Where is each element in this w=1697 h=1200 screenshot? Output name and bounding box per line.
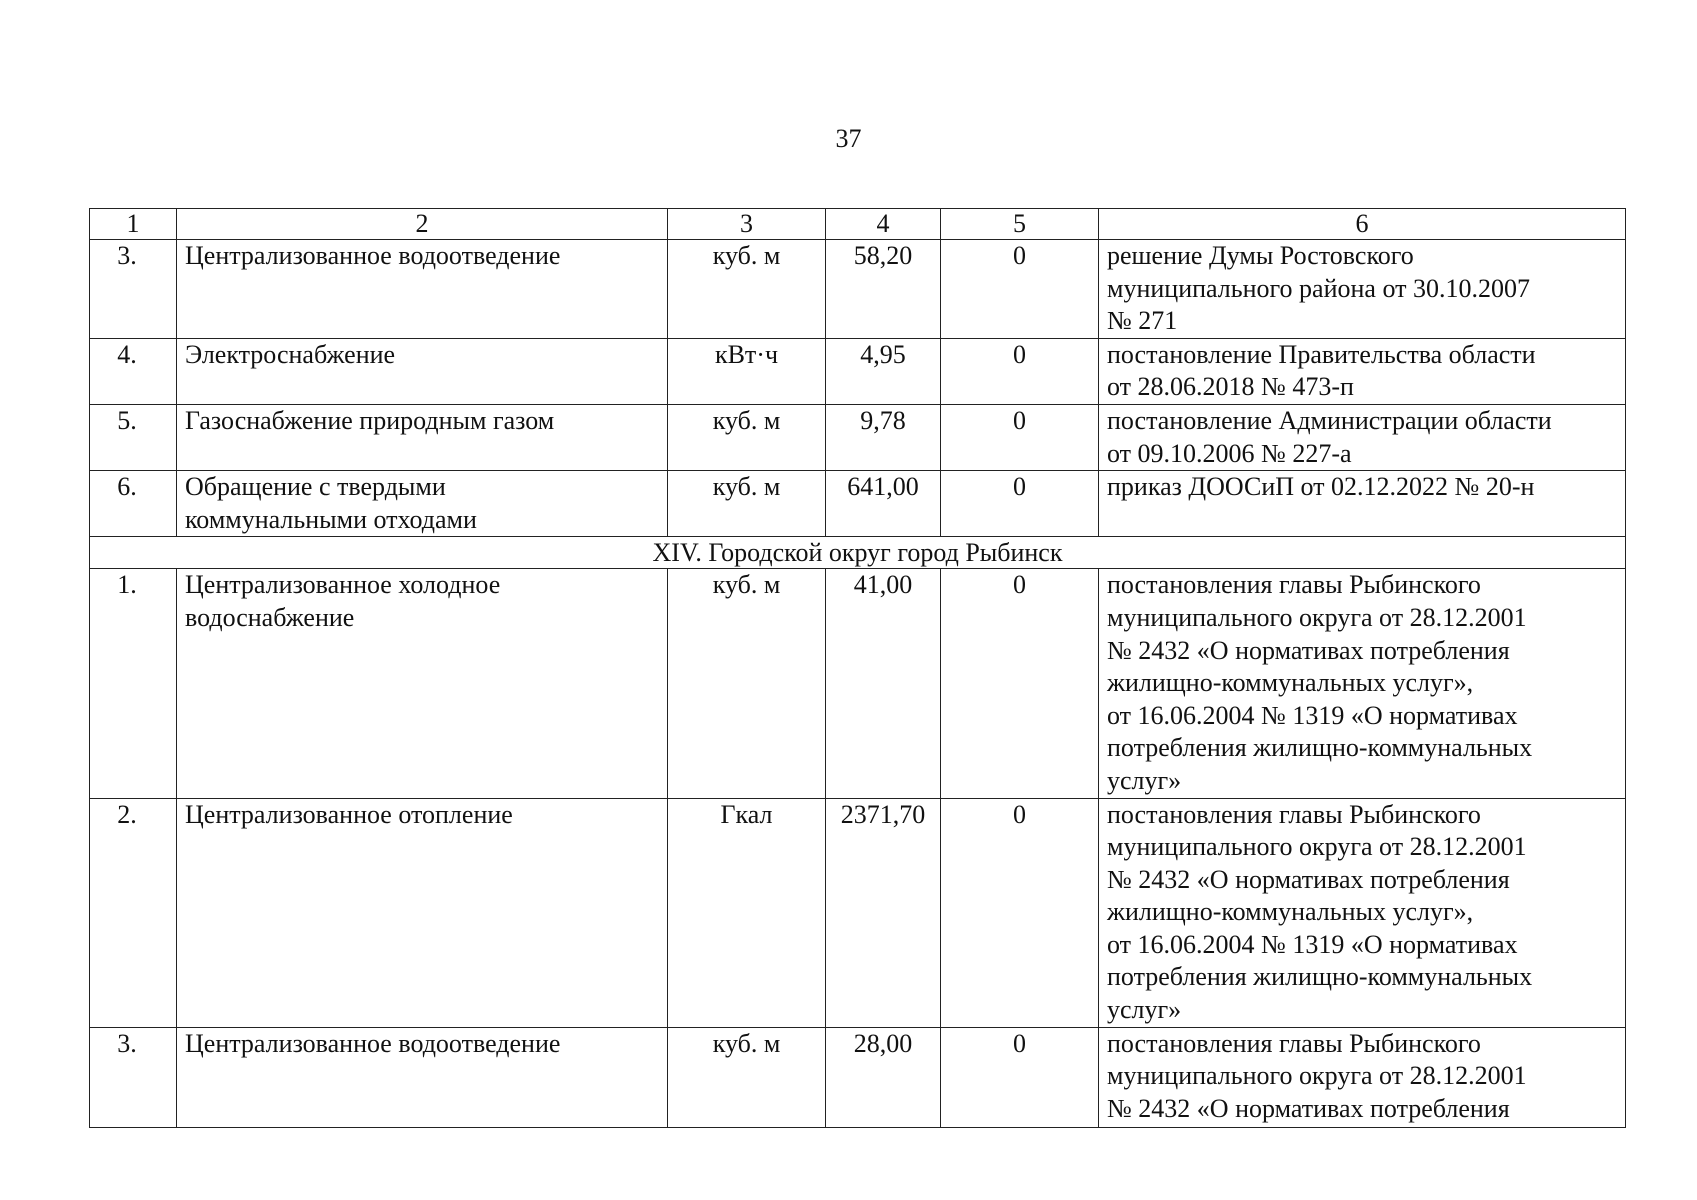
legal-basis-line: постановления главы Рыбинского — [1107, 570, 1481, 600]
legal-basis-line: постановление Администрации области — [1107, 405, 1552, 435]
table-row — [90, 240, 1626, 339]
row-number: 3. — [90, 240, 177, 339]
norm-value-cell: 4,95 — [826, 338, 941, 404]
table-row — [90, 338, 1626, 404]
table-row — [90, 1027, 1626, 1127]
service-name — [177, 338, 668, 404]
legal-basis-cell — [1099, 569, 1626, 798]
service-name-line: Централизованное холодное — [185, 570, 501, 600]
service-name-line: коммунальными отходами — [185, 504, 477, 534]
column-header: 4 — [826, 209, 941, 240]
table-row — [90, 569, 1626, 798]
legal-basis-line: № 2432 «О нормативах потребления — [1107, 1093, 1510, 1123]
legal-basis-line: муниципального округа от 28.12.2001 — [1107, 602, 1527, 632]
legal-basis-line: от 16.06.2004 № 1319 «О нормативах — [1107, 929, 1518, 959]
legal-basis-cell — [1099, 1027, 1626, 1127]
legal-basis-line: потребления жилищно-коммунальных — [1107, 962, 1533, 992]
column-5-cell: 0 — [941, 240, 1099, 339]
unit-cell: куб. м — [668, 569, 826, 798]
legal-basis-line: приказ ДООСиП от 02.12.2022 № 20-н — [1107, 472, 1535, 502]
table-row — [90, 471, 1626, 537]
legal-basis-cell — [1099, 338, 1626, 404]
section-title: XIV. Городской округ город Рыбинск — [90, 537, 1626, 569]
unit-cell: куб. м — [668, 240, 826, 339]
legal-basis-line: потребления жилищно-коммунальных — [1107, 733, 1533, 763]
column-header: 5 — [941, 209, 1099, 240]
column-number-row — [90, 209, 1626, 240]
legal-basis-line: услуг» — [1107, 995, 1182, 1025]
service-name — [177, 471, 668, 537]
legal-basis-line: постановления главы Рыбинского — [1107, 1028, 1481, 1058]
row-number: 2. — [90, 798, 177, 1027]
legal-basis-line: постановления главы Рыбинского — [1107, 799, 1481, 829]
column-header: 2 — [177, 209, 668, 240]
service-name — [177, 798, 668, 1027]
legal-basis-line: № 2432 «О нормативах потребления — [1107, 635, 1510, 665]
legal-basis-cell — [1099, 471, 1626, 537]
unit-cell: кВт·ч — [668, 338, 826, 404]
service-name-line: Централизованное водоотведение — [185, 1028, 561, 1058]
page-number: 37 — [835, 124, 862, 153]
unit-cell: Гкал — [668, 798, 826, 1027]
norm-value-cell: 9,78 — [826, 404, 941, 470]
service-name — [177, 240, 668, 339]
service-name-line: водоснабжение — [185, 602, 355, 632]
service-name-line: Централизованное водоотведение — [185, 241, 561, 270]
legal-basis-cell — [1099, 404, 1626, 470]
service-name-line: Газоснабжение природным газом — [185, 405, 555, 435]
legal-basis-cell — [1099, 798, 1626, 1027]
norm-value-cell: 58,20 — [826, 240, 941, 339]
legal-basis-line: решение Думы Ростовского — [1107, 241, 1414, 270]
legal-basis-line: услуг» — [1107, 765, 1182, 795]
service-name-line: Централизованное отопление — [185, 799, 513, 829]
row-number: 4. — [90, 338, 177, 404]
column-header: 3 — [668, 209, 826, 240]
row-number: 3. — [90, 1027, 177, 1127]
column-header: 6 — [1099, 209, 1626, 240]
column-5-cell: 0 — [941, 471, 1099, 537]
column-5-cell: 0 — [941, 404, 1099, 470]
unit-cell: куб. м — [668, 471, 826, 537]
section-row — [90, 537, 1626, 569]
legal-basis-line: муниципального округа от 28.12.2001 — [1107, 832, 1527, 862]
legal-basis-line: муниципального района от 30.10.2007 — [1107, 273, 1530, 303]
legal-basis-line: от 09.10.2006 № 227-а — [1107, 438, 1352, 468]
column-5-cell: 0 — [941, 1027, 1099, 1127]
service-name — [177, 569, 668, 798]
table-row — [90, 798, 1626, 1027]
norms-table — [89, 208, 1626, 1128]
norm-value-cell: 41,00 — [826, 569, 941, 798]
legal-basis-line: жилищно-коммунальных услуг», — [1107, 897, 1474, 927]
legal-basis-cell — [1099, 240, 1626, 339]
table-row — [90, 404, 1626, 470]
legal-basis-line: жилищно-коммунальных услуг», — [1107, 668, 1474, 698]
service-name-line: Обращение с твердыми — [185, 472, 446, 502]
column-5-cell: 0 — [941, 798, 1099, 1027]
column-5-cell: 0 — [941, 569, 1099, 798]
norm-value-cell: 28,00 — [826, 1027, 941, 1127]
legal-basis-line: постановление Правительства области — [1107, 339, 1536, 369]
norm-value-cell: 2371,70 — [826, 798, 941, 1027]
service-name — [177, 404, 668, 470]
legal-basis-line: № 271 — [1107, 306, 1178, 336]
legal-basis-line: муниципального округа от 28.12.2001 — [1107, 1061, 1527, 1091]
norm-value-cell: 641,00 — [826, 471, 941, 537]
column-5-cell: 0 — [941, 338, 1099, 404]
legal-basis-line: от 16.06.2004 № 1319 «О нормативах — [1107, 700, 1518, 730]
legal-basis-line: от 28.06.2018 № 473-п — [1107, 372, 1354, 402]
row-number: 1. — [90, 569, 177, 798]
column-header: 1 — [90, 209, 177, 240]
service-name-line: Электроснабжение — [185, 339, 396, 369]
unit-cell: куб. м — [668, 1027, 826, 1127]
legal-basis-line: № 2432 «О нормативах потребления — [1107, 864, 1510, 894]
unit-cell: куб. м — [668, 404, 826, 470]
service-name — [177, 1027, 668, 1127]
row-number: 6. — [90, 471, 177, 537]
row-number: 5. — [90, 404, 177, 470]
